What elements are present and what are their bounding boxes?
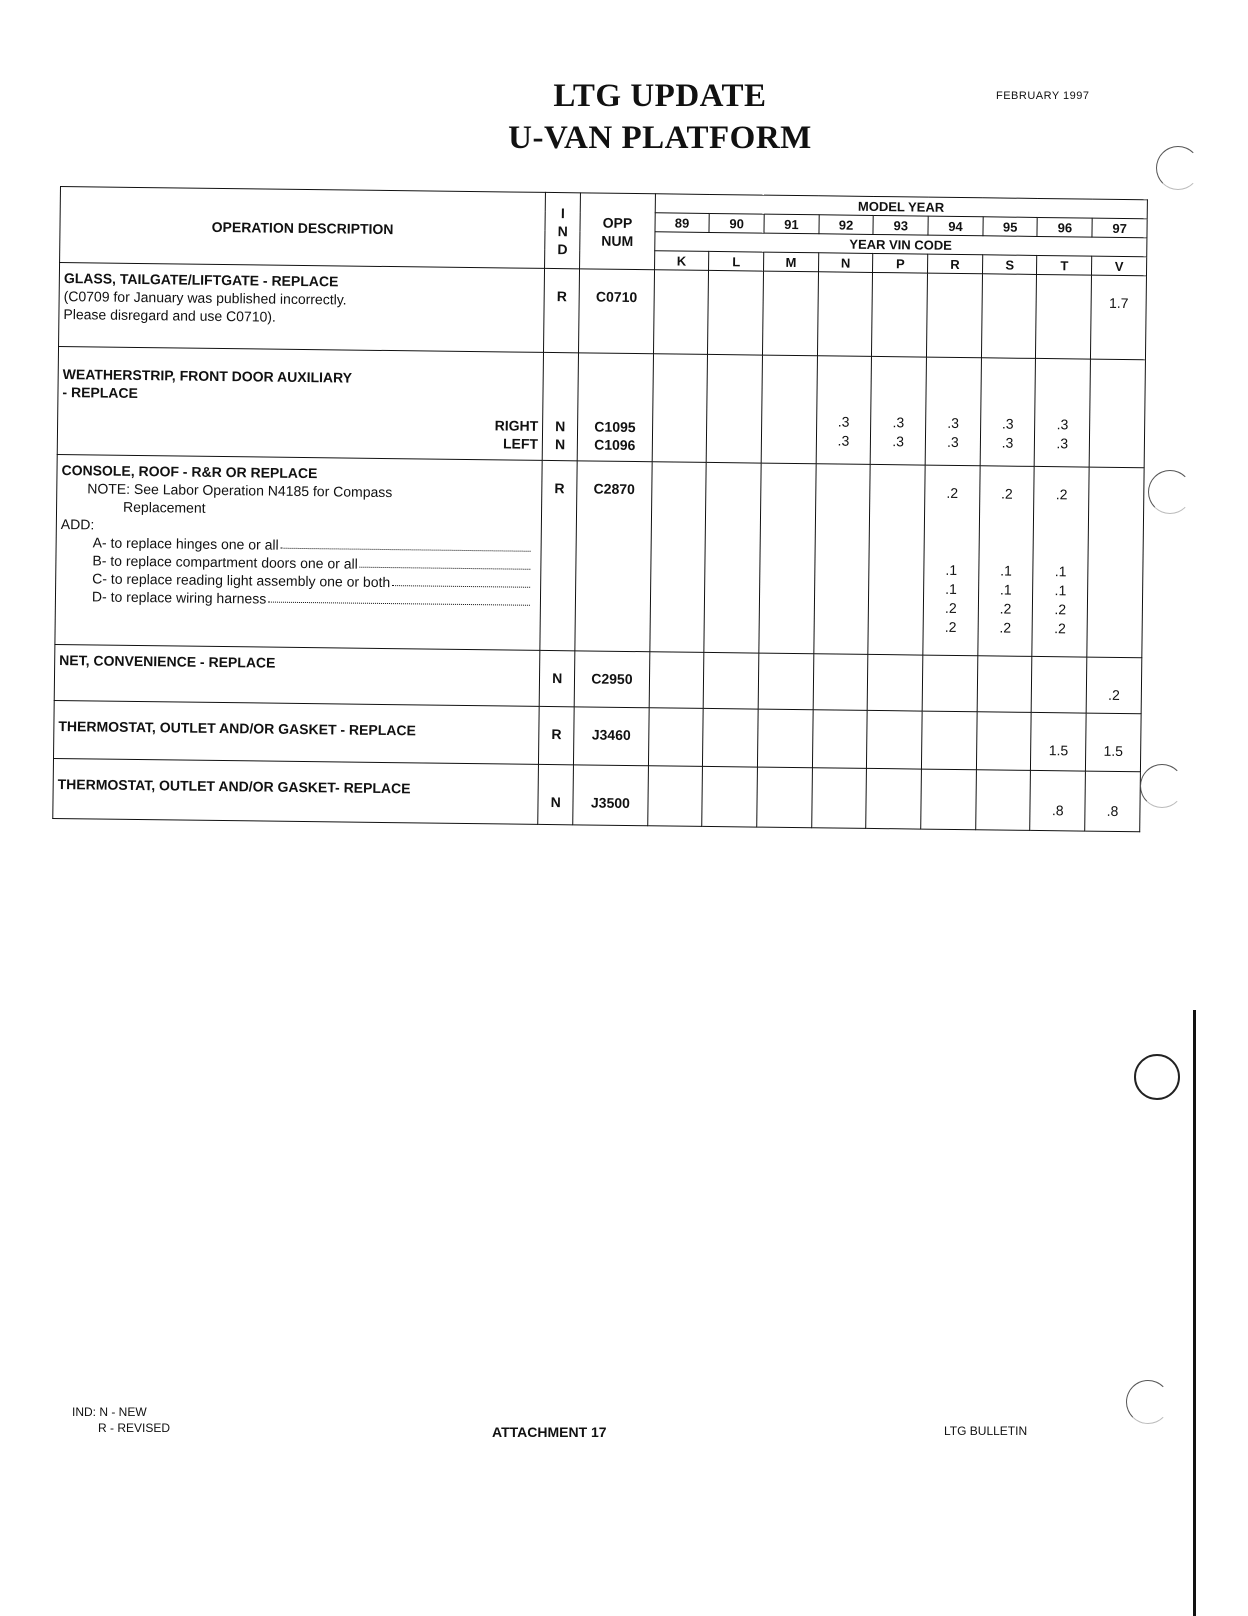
table-row [57, 346, 1145, 467]
binder-hole-5 [1126, 1380, 1170, 1424]
add-items: A- to replace hinges one or all B- to replace compartment doors one or all C- to replace reading light assembly one or both D- to replace wiring harness [60, 533, 537, 611]
labor-time-table [52, 186, 1148, 832]
ind-code: R [544, 268, 580, 352]
value-cell [649, 652, 704, 709]
value-cell [759, 463, 816, 654]
operation-description: THERMOSTAT, OUTLET AND/OR GASKET - REPLACE [54, 700, 540, 764]
operation-description: WEATHERSTRIP, FRONT DOOR AUXILIARY - REPLACE RIGHT LEFT [57, 346, 543, 460]
value-cell: 1.5 [1031, 712, 1086, 771]
binder-hole-2 [1148, 470, 1192, 514]
ind-code: R [540, 460, 577, 650]
value-cell: .2 [1086, 657, 1141, 714]
page-subtitle: U-VAN PLATFORM [508, 120, 812, 156]
side-label-left: LEFT [502, 435, 539, 452]
value-cell [757, 709, 812, 768]
value-cell: .3 .3 [980, 358, 1036, 467]
year-95: 95 [983, 217, 1038, 237]
value-cell [708, 270, 764, 355]
header-operation-description: OPERATION DESCRIPTION [60, 187, 546, 269]
value-cell [652, 354, 708, 463]
opp-num: C2950 [574, 651, 649, 708]
document-date: FEBRUARY 1997 [996, 90, 1090, 102]
binder-hole-3 [1140, 764, 1184, 808]
opp-num: C2870 [575, 461, 652, 652]
value-cell [702, 766, 757, 827]
ind-code: N [539, 650, 575, 706]
value-cell [922, 655, 977, 712]
value-cell [649, 462, 706, 653]
year-89: 89 [655, 213, 710, 233]
value-cell: .3 .3 [816, 356, 872, 465]
value-cell [758, 653, 813, 710]
bulletin-label: LTG BULLETIN [944, 1424, 1028, 1438]
value-cell [1087, 467, 1144, 658]
value-cell [1089, 359, 1145, 468]
value-cell [703, 652, 758, 709]
vin-code-R: R [928, 254, 983, 274]
binder-hole-1 [1156, 146, 1200, 190]
value-cell [867, 710, 922, 769]
value-cell [647, 766, 702, 827]
value-cell: .2 .1 .1 .2 .2 [1032, 466, 1089, 657]
side-label-right: RIGHT [494, 417, 539, 434]
value-cell: .3 .3 [925, 357, 981, 466]
vin-code-L: L [709, 251, 764, 271]
value-cell: 1.7 [1091, 275, 1147, 360]
vin-code-P: P [873, 253, 928, 273]
value-cell [814, 464, 871, 655]
operation-description: GLASS, TAILGATE/LIFTGATE - REPLACE (C0709 for January was published incorrectly. Please disregard and use C0710). [59, 263, 545, 353]
value-cell [648, 708, 703, 767]
ind-code: R [539, 706, 575, 764]
value-cell [868, 464, 925, 655]
year-92: 92 [819, 215, 874, 235]
value-cell [977, 656, 1032, 713]
vin-code-K: K [654, 251, 709, 271]
value-cell [1036, 274, 1092, 359]
opp-num: J3460 [574, 707, 649, 766]
operation-description: CONSOLE, ROOF - R&R OR REPLACE NOTE: See Labor Operation N4185 for Compass Replacement ADD: A- to replace hinges one or all B- to replace compartment doors one or all C- to replace reading light assembly one or both D- to replace wiring harness [55, 454, 542, 650]
table-row [53, 758, 1141, 831]
year-94: 94 [928, 216, 983, 236]
header-model-year: MODEL YEAR [655, 194, 1148, 219]
opp-num: J3500 [573, 765, 648, 826]
value-cell [757, 767, 812, 828]
binder-hole-4 [1134, 1054, 1180, 1100]
year-91: 91 [764, 214, 819, 234]
ind-code: N N [542, 352, 578, 460]
value-cell [703, 708, 758, 767]
table-row [55, 454, 1144, 657]
value-cell [1032, 656, 1087, 713]
value-cell [762, 271, 818, 356]
opp-num: C1095 C1096 [577, 353, 653, 462]
value-cell: .2 .1 .1 .2 .2 [978, 466, 1035, 657]
value-cell [866, 768, 921, 829]
value-cell [921, 769, 976, 830]
value-cell [872, 272, 928, 357]
value-cell: .3 .3 [871, 356, 927, 465]
value-cell [761, 355, 817, 464]
value-cell: .2 .1 .1 .2 .2 [923, 465, 980, 656]
ind-code: N [538, 764, 574, 824]
value-cell [812, 710, 867, 769]
operation-description: NET, CONVENIENCE - REPLACE [54, 644, 540, 706]
header-ind: I N D [545, 192, 581, 268]
vin-code-V: V [1092, 256, 1147, 276]
vin-code-T: T [1037, 255, 1092, 275]
vin-code-S: S [982, 255, 1037, 275]
year-90: 90 [709, 213, 764, 233]
value-cell [706, 354, 762, 463]
operation-description: THERMOSTAT, OUTLET AND/OR GASKET- REPLACE [53, 758, 539, 824]
value-cell: .3 .3 [1035, 358, 1091, 467]
value-cell [868, 654, 923, 711]
value-cell [811, 768, 866, 829]
value-cell [817, 272, 873, 357]
value-cell [981, 274, 1037, 359]
opp-num: C0710 [579, 269, 654, 354]
add-label: ADD: [60, 516, 95, 533]
value-cell [653, 270, 709, 355]
vin-code-N: N [818, 253, 873, 273]
note: NOTE: See Labor Operation N4185 for Compass [87, 480, 393, 501]
vin-code-M: M [763, 252, 818, 272]
value-cell [704, 462, 761, 653]
page-title: LTG UPDATE [553, 78, 767, 114]
value-cell: .8 [1085, 771, 1141, 832]
value-cell: 1.5 [1086, 713, 1142, 772]
ind-legend: IND: N - NEW R - REVISED [72, 1405, 171, 1435]
value-cell [813, 654, 868, 711]
year-93: 93 [873, 215, 928, 235]
header-vin-code: YEAR VIN CODE [654, 232, 1147, 257]
header-opp-num: OPP NUM [580, 193, 655, 270]
page-edge-line [1193, 1010, 1196, 1616]
year-97: 97 [1092, 218, 1147, 238]
attachment-label: ATTACHMENT 17 [492, 1424, 607, 1440]
labor-time-table-sheet [52, 186, 1148, 832]
value-cell [976, 712, 1031, 771]
value-cell [927, 273, 983, 358]
table-row [59, 263, 1147, 360]
value-cell: .8 [1030, 770, 1085, 831]
year-96: 96 [1037, 217, 1092, 237]
value-cell [975, 770, 1030, 831]
value-cell [922, 711, 977, 770]
